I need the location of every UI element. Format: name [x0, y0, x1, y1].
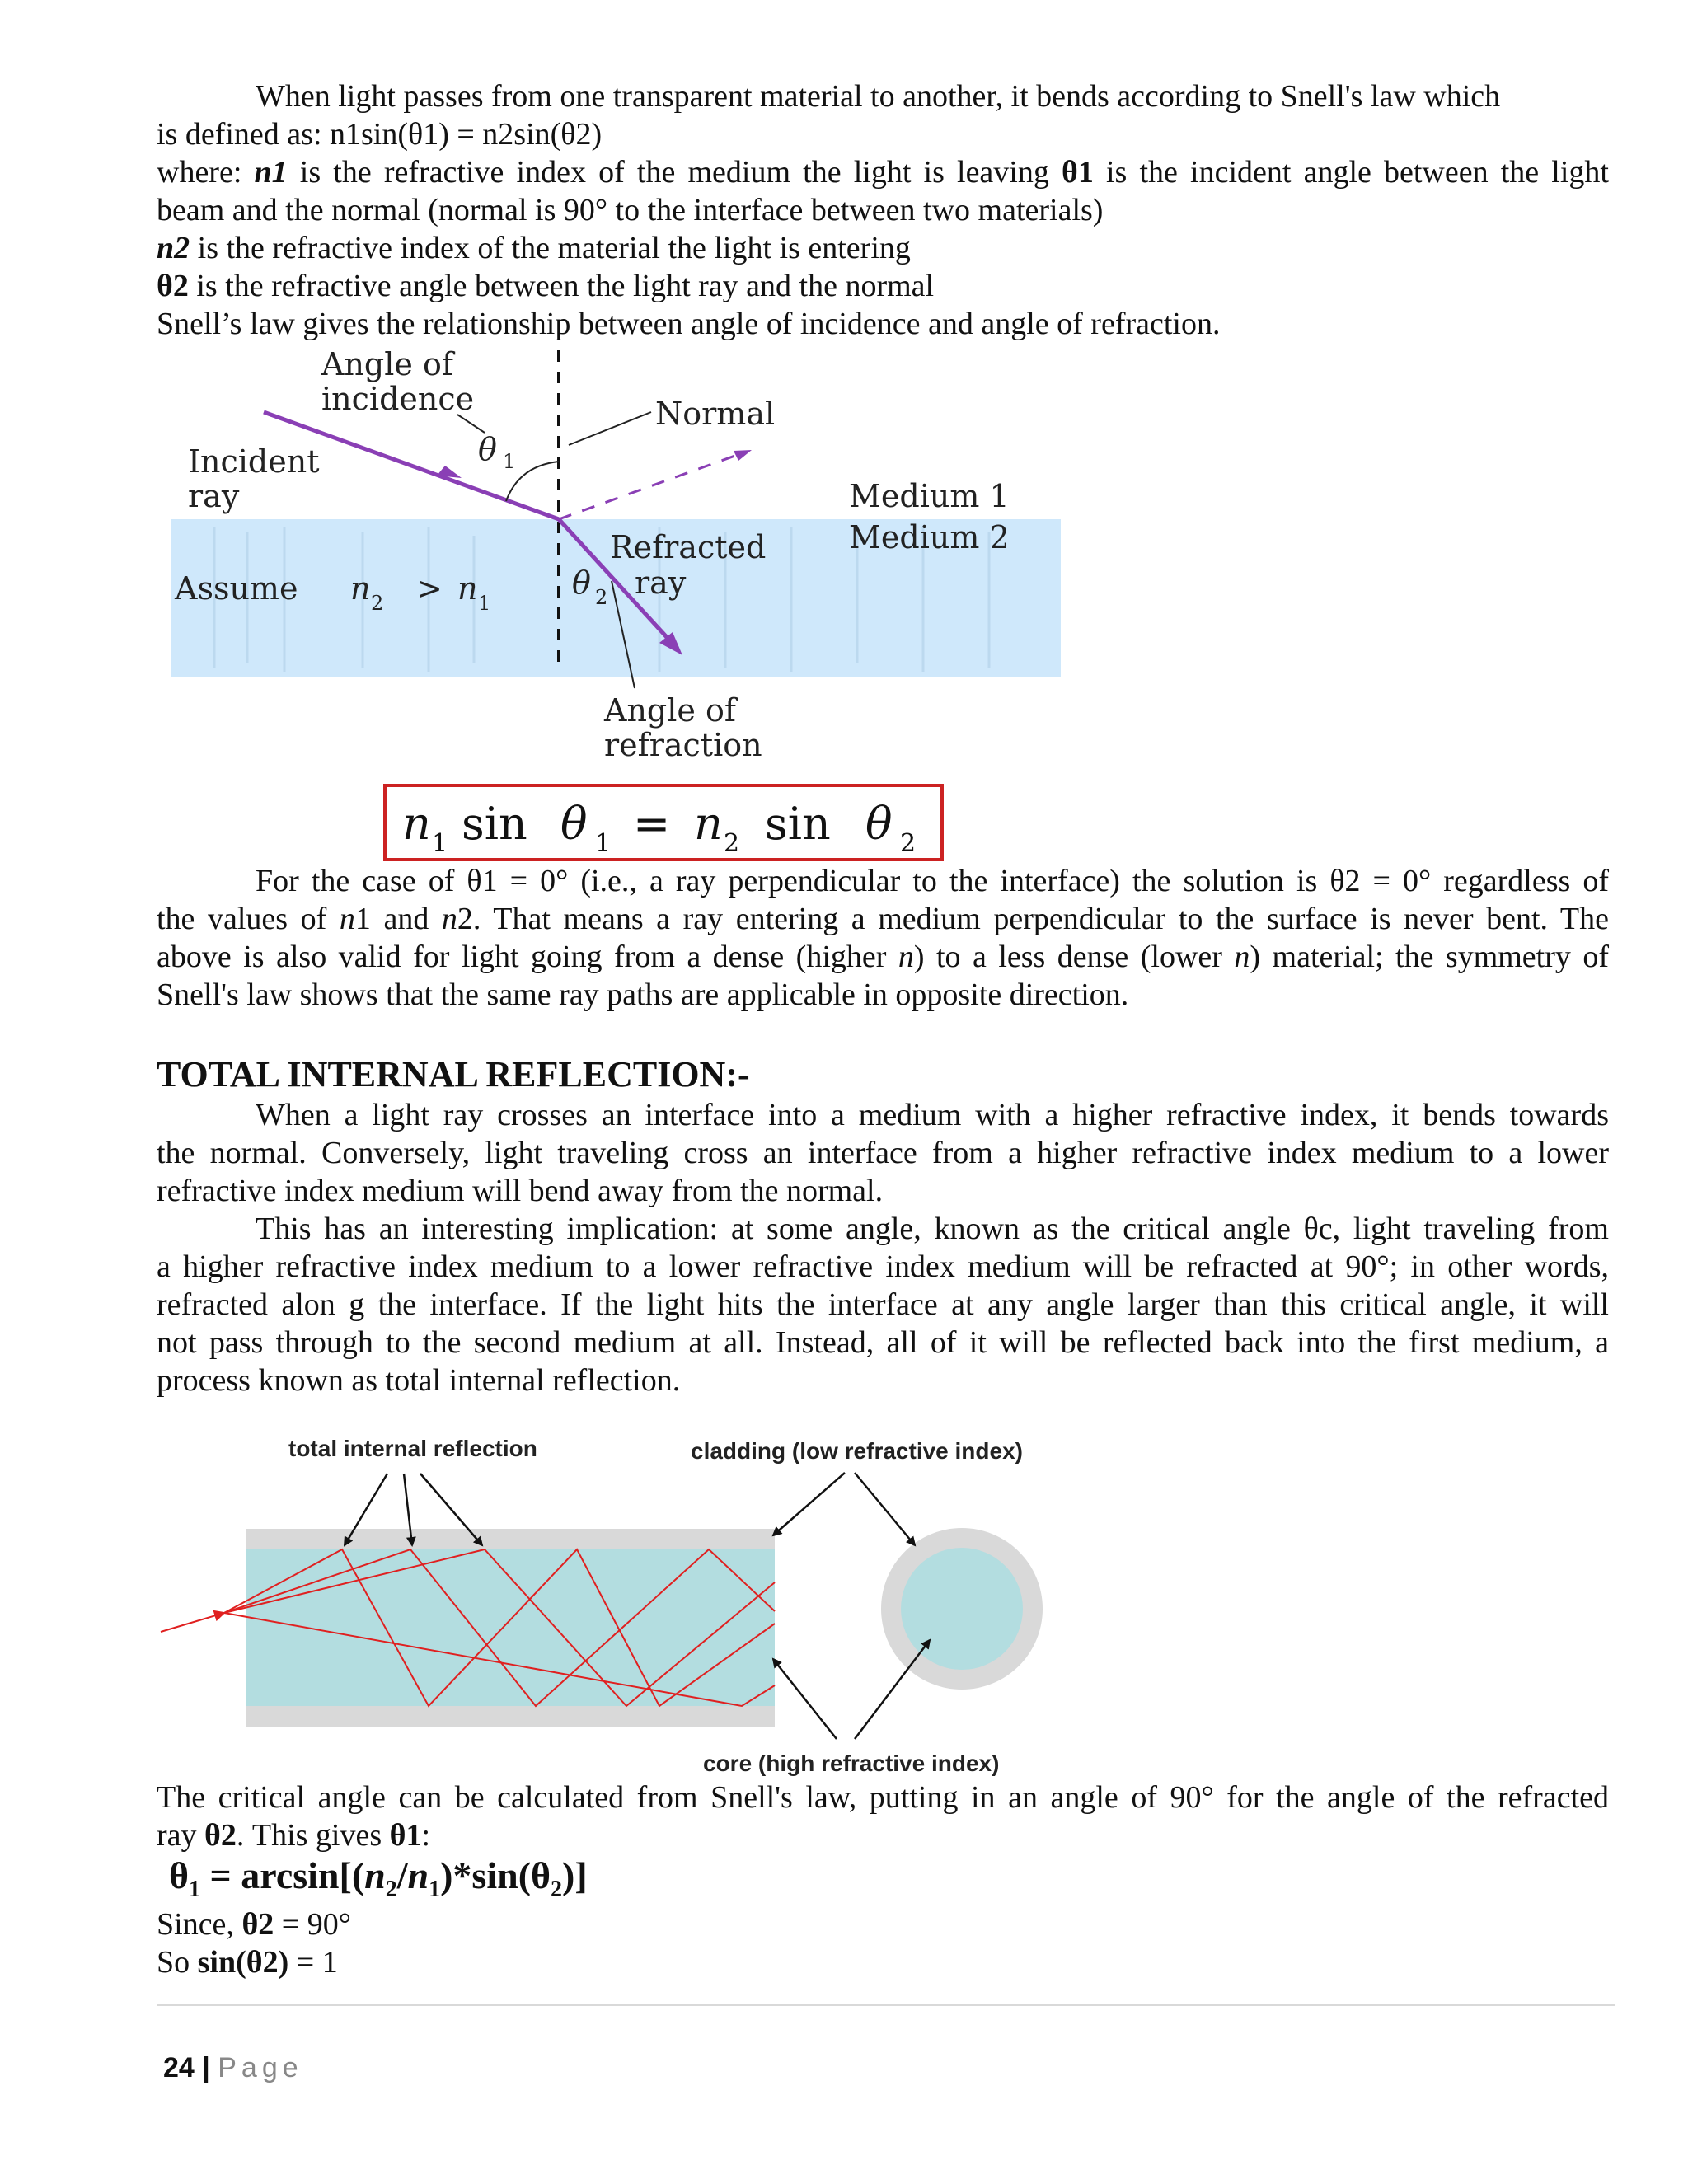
assume-gt: > — [416, 570, 443, 607]
medium-2-label: Medium 2 — [849, 519, 1010, 555]
tir-p2-line-2: a higher refractive index medium to a lower refractive index medium will be refracted at 90°; in other words, — [157, 1249, 1609, 1284]
assume-n1-sub: 1 — [478, 592, 491, 615]
tir-p2-line-5: process known as total internal reflection. — [157, 1363, 681, 1398]
svg-text:sin: sin — [462, 798, 528, 850]
assume-n2-sub: 2 — [371, 592, 384, 615]
para2-line-4: Snell's law shows that the same ray paths are applicable in opposite direction. — [157, 977, 1129, 1012]
tir-p1-line-1: When a light ray crosses an interface into a medium with a higher refractive index, it bends towards — [256, 1098, 1609, 1132]
theta1-sub: 1 — [503, 450, 516, 473]
svg-text:n: n — [694, 798, 723, 850]
assume-n2: n — [350, 570, 371, 607]
continued-ray-arrowhead — [734, 450, 752, 461]
fiber-diagram — [0, 1422, 1688, 1776]
fiber-core — [246, 1549, 775, 1706]
svg-text:sin: sin — [765, 798, 831, 850]
page-footer — [157, 2011, 303, 2093]
page-separator: | — [194, 2052, 218, 2083]
intro-line-4: beam and the normal (normal is 90° to the interface between two materials) — [157, 193, 1104, 227]
cross-section-core — [901, 1548, 1023, 1670]
para2-line-2: the values of n1 and n2. That means a ray entering a medium perpendicular to the surface is never bent. The — [157, 902, 1610, 936]
intro-line-3: where: n1 is the refractive index of the medium the light is leaving θ1 is the incident angle between the light — [157, 155, 1609, 190]
theta2-label: θ — [572, 565, 591, 601]
page-word: Page — [218, 2052, 303, 2083]
assume-n1: n — [457, 570, 478, 607]
intro-line-2: is defined as: n1sin(θ1) = n2sin(θ2) — [157, 117, 603, 152]
critical-angle-formula: $\theta_1 = \arcsin[(n_2/n_1)*\sin(\theta_2)]$ — [169, 1854, 588, 1903]
angle-of-refraction-label-1: Angle of — [604, 692, 736, 729]
para2-line-1: For the case of θ1 = 0° (i.e., a ray perpendicular to the interface) the solution is θ2 = 0° regardless of — [256, 864, 1609, 898]
svg-text:n: n — [402, 798, 431, 850]
incidence-pointer — [457, 415, 485, 433]
svg-text:θ: θ — [560, 798, 588, 850]
incident-ray-label-2: ray — [188, 478, 240, 514]
core-label: core (high refractive index) — [703, 1750, 1000, 1776]
theta1-label: θ — [478, 431, 497, 467]
angle-of-incidence-label-1: Angle of — [321, 346, 453, 382]
angle-of-refraction-label-2: refraction — [604, 727, 762, 763]
since-line: Since, θ2 = 90° — [157, 1907, 351, 1942]
angle-of-incidence-label-2: incidence — [321, 381, 475, 417]
intro-line-1: When light passes from one transparent material to another, it bends according to Snell's law which — [256, 79, 1501, 114]
tir-p2-line-4: not pass through to the second medium at all. Instead, all of it will be reflected back into the first medium, a — [157, 1325, 1609, 1360]
critical-line-2: ray θ2. This gives θ1: — [157, 1818, 431, 1853]
svg-text:2: 2 — [724, 829, 740, 858]
normal-pointer — [569, 412, 651, 445]
tir-p1-line-3: refractive index medium will bend away from the normal. — [157, 1174, 884, 1208]
tir-p2-line-1: This has an interesting implication: at some angle, known as the critical angle θc, light traveling from — [256, 1212, 1609, 1246]
tir-p2-line-3: refracted alon g the interface. If the light hits the interface at any angle larger than this critical angle, it will — [157, 1287, 1609, 1322]
para2-line-3: above is also valid for light going from a dense (higher n) to a less dense (lower n) material; the symmetry of — [157, 940, 1610, 974]
assume-label: Assume — [175, 570, 298, 607]
footer-rule — [157, 2004, 1615, 2006]
intro-line-6: θ2 is the refractive angle between the light ray and the normal — [157, 269, 935, 303]
tir-heading: TOTAL INTERNAL REFLECTION:- — [157, 1054, 750, 1094]
svg-text:2: 2 — [900, 829, 917, 858]
svg-text:1: 1 — [595, 829, 612, 858]
normal-label: Normal — [655, 396, 776, 432]
refracted-ray-label-1: Refracted — [610, 529, 767, 565]
refracted-ray-label-2: ray — [635, 565, 687, 601]
intro-line-5: n2 is the refractive index of the material the light is entering — [157, 231, 911, 265]
intro-line-7: Snell’s law gives the relationship between angle of incidence and angle of refraction. — [157, 307, 1221, 341]
incident-ray-label-1: Incident — [188, 443, 320, 480]
theta2-sub: 2 — [595, 586, 608, 609]
page-number: 24 — [163, 2052, 195, 2083]
svg-text:1: 1 — [432, 829, 448, 858]
cladding-label: cladding (low refractive index) — [691, 1438, 1023, 1464]
tir-label: total internal reflection — [288, 1436, 537, 1461]
medium-1-label: Medium 1 — [849, 478, 1010, 514]
tir-p1-line-2: the normal. Conversely, light traveling cross an interface from a higher refractive index medium to a lower — [157, 1136, 1609, 1170]
continued-ray — [559, 453, 742, 519]
snell-diagram — [0, 342, 1688, 869]
so-line: So sin(θ2) = 1 — [157, 1945, 338, 1980]
svg-text:=: = — [633, 798, 671, 850]
svg-text:θ: θ — [865, 798, 893, 850]
critical-line-1: The critical angle can be calculated from Snell's law, putting in an angle of 90° for the angle of the refracted — [157, 1780, 1609, 1815]
